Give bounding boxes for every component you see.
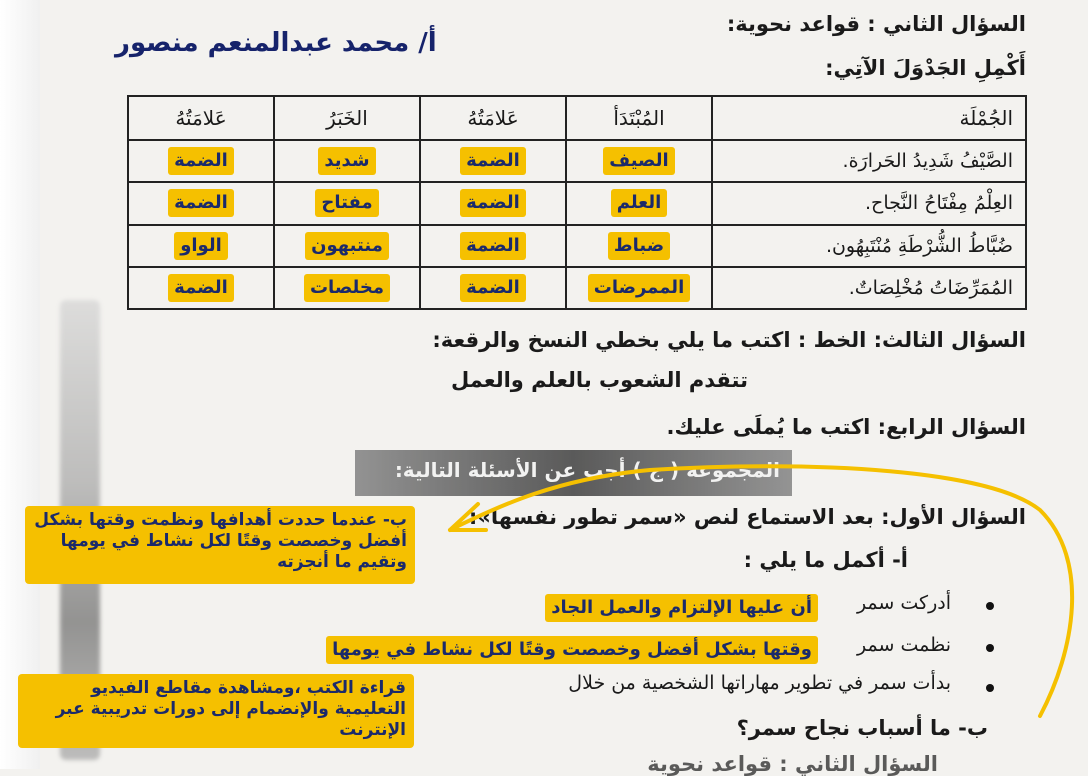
answer-khabar: منتبهون bbox=[305, 232, 389, 260]
group-q1-part-a: أ- أكمل ما يلي : bbox=[743, 548, 908, 572]
answer-mark2: الضمة bbox=[168, 147, 234, 175]
answer-mark1: الضمة bbox=[460, 232, 526, 260]
q3-text: تتقدم الشعوب بالعلم والعمل bbox=[451, 368, 748, 392]
sentence-cell: ضُبَّاطُ الشُّرْطَةِ مُنْتَبِهُون. bbox=[712, 225, 1026, 267]
answer-khabar: مخلصات bbox=[304, 274, 390, 302]
sentence-cell: الصَّيْفُ شَدِيدُ الحَرارَة. bbox=[712, 140, 1026, 182]
bullet-prefix: أدركت سمر bbox=[856, 592, 951, 614]
header-sentence: الجُمْلَة bbox=[712, 96, 1026, 140]
answer-mubtada: الممرضات bbox=[588, 274, 691, 302]
answer-mark2: الضمة bbox=[168, 274, 234, 302]
header-khabar: الخَبَرُ bbox=[274, 96, 420, 140]
header-mark1: عَلامَتُهُ bbox=[420, 96, 566, 140]
next-question-cut: السؤال الثاني : قواعد نحوية bbox=[647, 752, 938, 776]
q3-title: السؤال الثالث: الخط : اكتب ما يلي بخطي النسخ والرقعة: bbox=[432, 328, 1026, 352]
q2-instruction: أَكْمِلِ الجَدْوَلَ الآتِي: bbox=[825, 56, 1026, 80]
bullet-answer: وقتها بشكل أفضل وخصصت وقتًا لكل نشاط في يومها bbox=[326, 636, 818, 664]
answer-mark1: الضمة bbox=[460, 189, 526, 217]
answer-khabar: مفتاح bbox=[315, 189, 378, 217]
group-q1-title: السؤال الأول: بعد الاستماع لنص «سمر تطور نفسها»: bbox=[468, 505, 1026, 529]
author-name: أ/ محمد عبدالمنعم منصور bbox=[115, 28, 437, 58]
answer-mubtada: ضباط bbox=[608, 232, 670, 260]
answer-mubtada: العلم bbox=[611, 189, 668, 217]
bullet-prefix: نظمت سمر bbox=[857, 634, 951, 656]
group-banner: المجموعة ( ج ) أجب عن الأسئلة التالية: bbox=[355, 450, 792, 496]
answer-mark1: الضمة bbox=[460, 274, 526, 302]
q4-title: السؤال الرابع: اكتب ما يُملَى عليك. bbox=[666, 415, 1026, 439]
q2-title: السؤال الثاني : قواعد نحوية: bbox=[726, 12, 1026, 36]
bullet-prefix: بدأت سمر في تطوير مهاراتها الشخصية من خلال bbox=[568, 672, 951, 694]
answer-note-c: قراءة الكتب ،ومشاهدة مقاطع الفيديو التعليمية والإنضمام إلى دورات تدريبية عبر الإنترنت bbox=[18, 674, 414, 748]
answer-mark2: الواو bbox=[174, 232, 228, 260]
answer-note-b: ب- عندما حددت أهدافها ونظمت وقتها بشكل أفضل وخصصت وقتًا لكل نشاط في يومها وتقيم ما أنجزته bbox=[25, 506, 415, 584]
bullet-answer: أن عليها الإلتزام والعمل الجاد bbox=[545, 594, 818, 622]
header-mubtada: المُبْتَدَأ bbox=[566, 96, 712, 140]
sentence-cell: العِلْمُ مِفْتَاحُ النَّجاح. bbox=[712, 182, 1026, 224]
answer-mark2: الضمة bbox=[168, 189, 234, 217]
answer-mubtada: الصيف bbox=[603, 147, 674, 175]
answer-mark1: الضمة bbox=[460, 147, 526, 175]
group-q1-part-b: ب- ما أسباب نجاح سمر؟ bbox=[736, 716, 988, 740]
answer-khabar: شديد bbox=[318, 147, 375, 175]
header-mark2: عَلامَتُهُ bbox=[128, 96, 274, 140]
sentence-cell: المُمَرِّضَاتُ مُخْلِصَاتٌ. bbox=[712, 267, 1026, 309]
